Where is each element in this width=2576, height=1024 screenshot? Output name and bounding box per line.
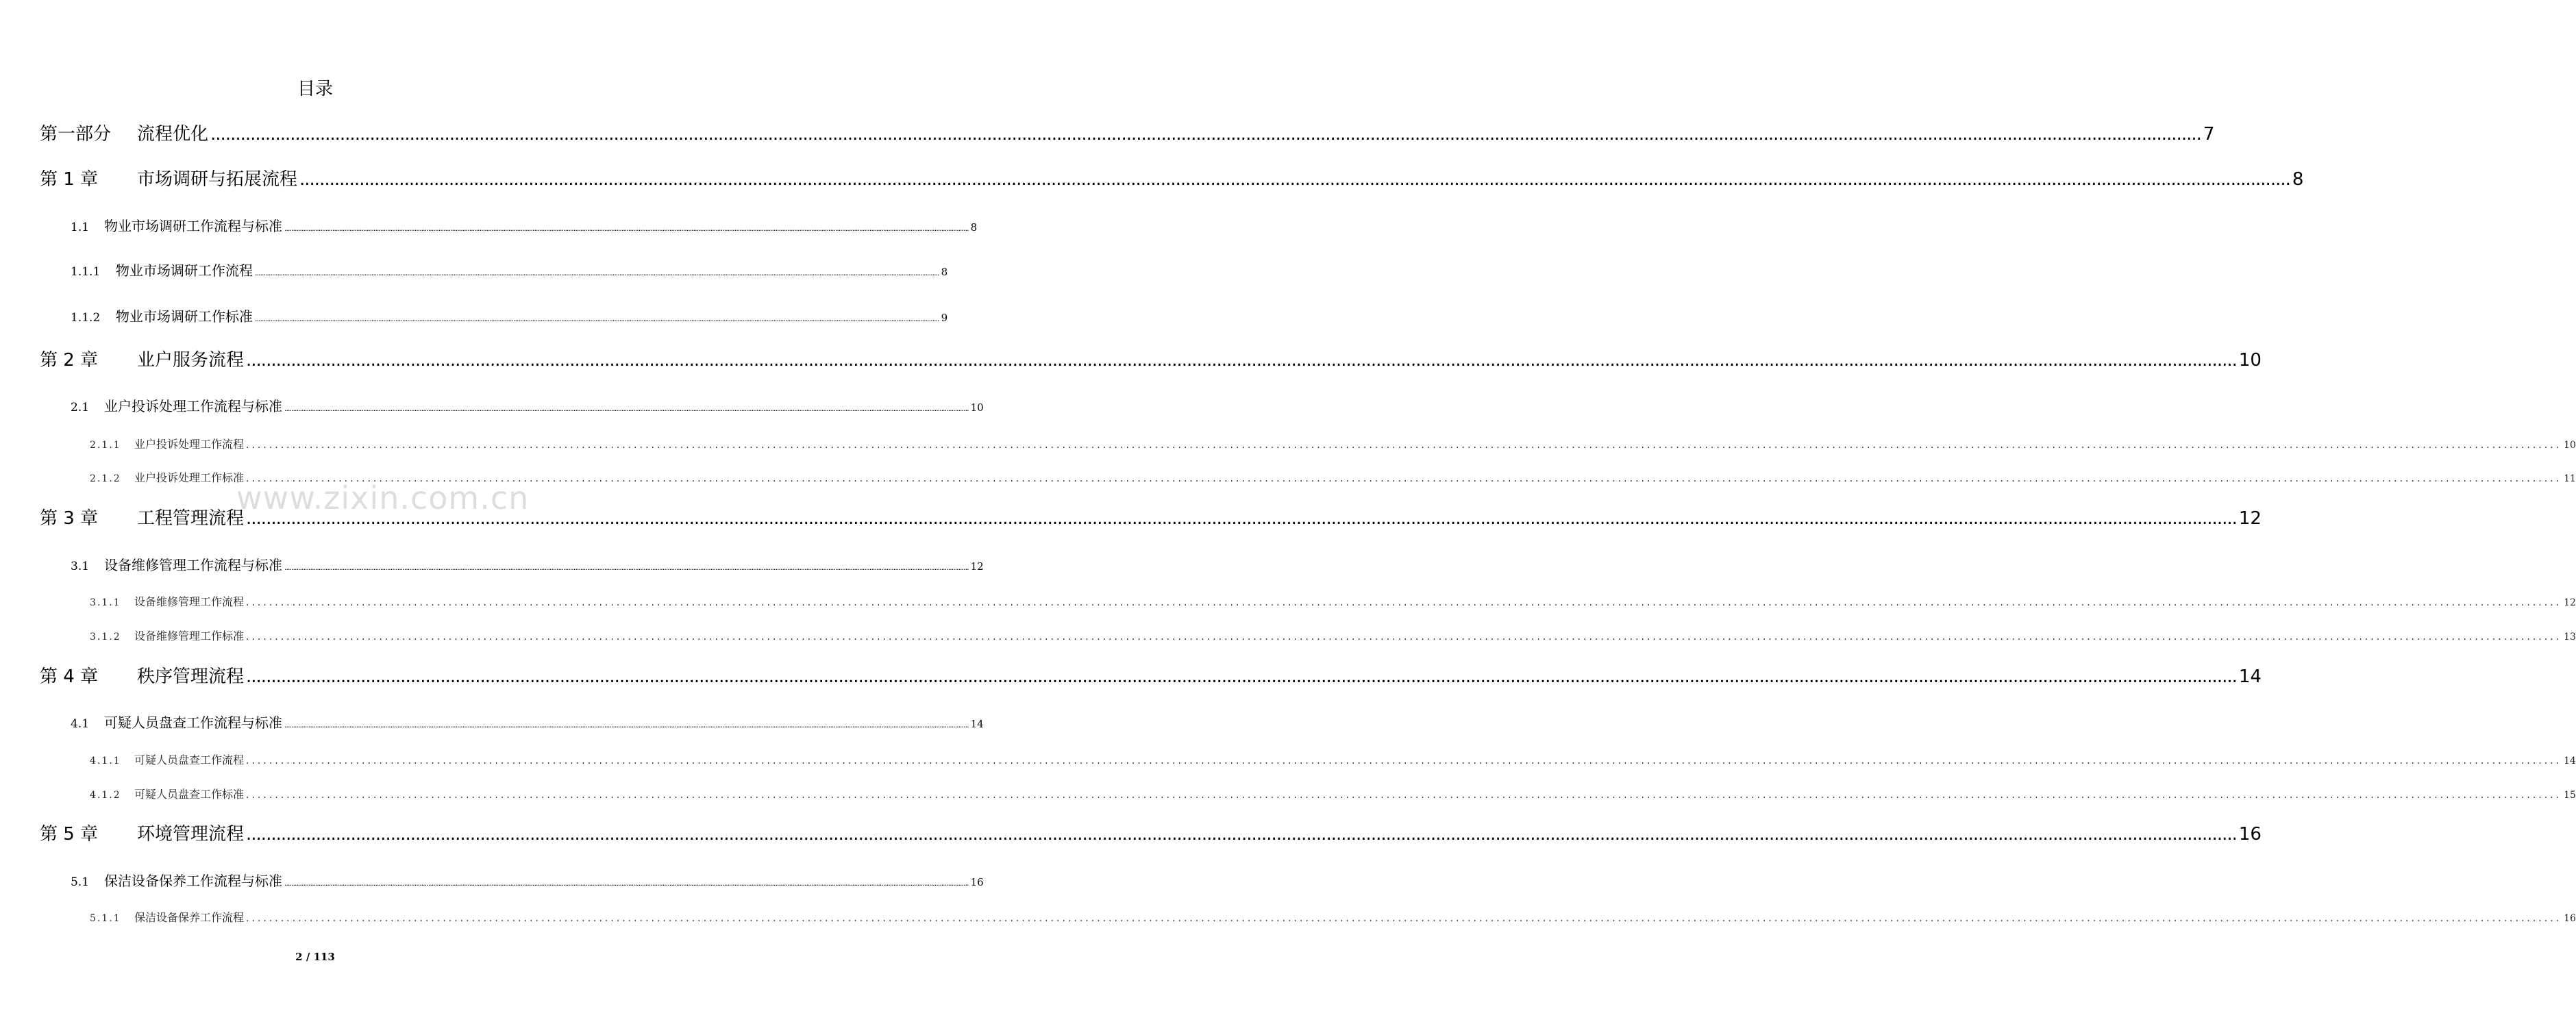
toc-entry-number: 2.1.2 bbox=[90, 473, 121, 484]
toc-entry-section-3-1[interactable] bbox=[71, 555, 984, 575]
toc-entry-number: 第 4 章 bbox=[40, 666, 99, 687]
toc-leader-dots: ................................................................................................................................................................................................................................................................................................................................................................................................................ bbox=[246, 755, 2562, 766]
toc-leader-dots: ................................................................................................................................................................................................................................................................................................................................................................................................................ bbox=[255, 269, 939, 277]
toc-leader-dots: ................................................................................................................................................................................................................................................................................................................................................................................................................ bbox=[246, 440, 2562, 451]
toc-entry-chapter-5[interactable] bbox=[40, 821, 2262, 848]
toc-entry-title: 设备维修管理工作标准 bbox=[134, 629, 245, 642]
toc-entry-number: 3.1 bbox=[71, 560, 90, 573]
toc-entry-title: 保洁设备保养工作流程 bbox=[134, 911, 245, 924]
toc-entry-subsection-4-1-1[interactable] bbox=[90, 751, 2576, 769]
toc-leader-dots: ................................................................................................................................................................................................................................................................................................................................................................................................................ bbox=[246, 824, 2237, 845]
toc-leader-dots: ................................................................................................................................................................................................................................................................................................................................................................................................................ bbox=[246, 473, 2562, 484]
watermark: www.zixin.com.cn bbox=[236, 479, 530, 516]
toc-entry-subsection-1-1-2[interactable] bbox=[71, 306, 948, 327]
toc-leader-dots: ................................................................................................................................................................................................................................................................................................................................................................................................................ bbox=[299, 169, 2290, 190]
toc-entry-page: 8 bbox=[2292, 169, 2304, 190]
toc-entry-page: 15 bbox=[2564, 790, 2576, 801]
toc-leader-dots: ................................................................................................................................................................................................................................................................................................................................................................................................................ bbox=[246, 632, 2562, 642]
toc-entry-title: 环境管理流程 bbox=[137, 824, 245, 845]
toc-entry-number: 4.1 bbox=[71, 717, 90, 731]
toc-entry-page: 7 bbox=[2203, 124, 2215, 145]
toc-entry-number: 4.1.2 bbox=[90, 790, 121, 801]
toc-entry-subsection-3-1-1[interactable] bbox=[90, 593, 2576, 611]
toc-entry-number: 3.1.2 bbox=[90, 632, 121, 642]
toc-entry-title: 物业市场调研工作流程 bbox=[116, 262, 253, 279]
toc-entry-page: 12 bbox=[970, 560, 984, 573]
toc-entry-chapter-1[interactable] bbox=[40, 166, 2304, 193]
toc-entry-number: 1.1.2 bbox=[71, 311, 101, 325]
toc-entry-number: 第 2 章 bbox=[40, 350, 99, 371]
toc-leader-dots: ................................................................................................................................................................................................................................................................................................................................................................................................................ bbox=[284, 721, 969, 729]
toc-entry-page: 14 bbox=[2564, 755, 2576, 766]
toc-entry-page: 10 bbox=[970, 401, 984, 414]
toc-entry-page: 14 bbox=[2238, 666, 2262, 687]
toc-leader-dots: ................................................................................................................................................................................................................................................................................................................................................................................................................ bbox=[246, 790, 2562, 801]
toc-entry-title: 设备维修管理工作流程与标准 bbox=[104, 557, 282, 573]
toc-entry-page: 16 bbox=[2238, 824, 2262, 845]
toc-entry-page: 10 bbox=[2238, 350, 2262, 371]
toc-entry-title: 物业市场调研工作标准 bbox=[116, 308, 253, 325]
toc-entry-title: 业户服务流程 bbox=[137, 350, 245, 371]
toc-entry-page: 13 bbox=[2564, 632, 2576, 642]
toc-entry-section-1-1[interactable] bbox=[71, 216, 978, 236]
toc-leader-dots: ................................................................................................................................................................................................................................................................................................................................................................................................................ bbox=[284, 404, 969, 413]
toc-entry-number: 1.1 bbox=[71, 221, 90, 234]
toc-entry-page: 8 bbox=[941, 266, 948, 278]
toc-entry-title: 可疑人员盘查工作标准 bbox=[134, 788, 245, 801]
toc-leader-dots: ................................................................................................................................................................................................................................................................................................................................................................................................................ bbox=[246, 597, 2562, 608]
toc-entry-page: 10 bbox=[2564, 440, 2576, 451]
toc-leader-dots: ................................................................................................................................................................................................................................................................................................................................................................................................................ bbox=[284, 563, 969, 572]
toc-entry-page: 12 bbox=[2564, 597, 2576, 608]
toc-entry-number: 5.1.1 bbox=[90, 913, 121, 924]
toc-entry-title: 工程管理流程 bbox=[137, 508, 245, 529]
toc-entry-page: 16 bbox=[970, 876, 984, 888]
toc-entry-section-5-1[interactable] bbox=[71, 871, 984, 891]
page-number-footer: 2 / 113 bbox=[295, 951, 335, 963]
toc-entry-page: 14 bbox=[970, 718, 984, 730]
toc-entry-number: 第 3 章 bbox=[40, 508, 99, 529]
toc-entry-number: 3.1.1 bbox=[90, 597, 121, 608]
toc-leader-dots: ................................................................................................................................................................................................................................................................................................................................................................................................................ bbox=[255, 314, 939, 323]
toc-leader-dots: ................................................................................................................................................................................................................................................................................................................................................................................................................ bbox=[246, 350, 2237, 371]
toc-entry-section-2-1[interactable] bbox=[71, 396, 984, 416]
toc-entry-title: 秩序管理流程 bbox=[137, 666, 245, 687]
toc-entry-title: 物业市场调研工作流程与标准 bbox=[104, 218, 282, 234]
toc-entry-page: 9 bbox=[941, 312, 948, 324]
toc-entry-number: 2.1.1 bbox=[90, 440, 121, 451]
toc-entry-title: 业户投诉处理工作标准 bbox=[134, 471, 245, 484]
toc-entry-number: 第一部分 bbox=[40, 124, 112, 145]
toc-entry-page: 16 bbox=[2564, 913, 2576, 924]
toc-entry-page: 12 bbox=[2238, 508, 2262, 529]
toc-entry-number: 5.1 bbox=[71, 875, 90, 889]
toc-entry-chapter-2[interactable] bbox=[40, 347, 2262, 374]
toc-entry-number: 第 1 章 bbox=[40, 169, 99, 190]
page-title: 目录 bbox=[297, 79, 333, 99]
toc-leader-dots: ................................................................................................................................................................................................................................................................................................................................................................................................................ bbox=[210, 124, 2201, 145]
toc-entry-part-1[interactable] bbox=[40, 121, 2215, 148]
toc-entry-title: 市场调研与拓展流程 bbox=[137, 169, 298, 190]
toc-entry-title: 业户投诉处理工作流程与标准 bbox=[104, 398, 282, 414]
toc-entry-number: 1.1.1 bbox=[71, 265, 101, 279]
toc-entry-number: 2.1 bbox=[71, 401, 90, 414]
toc-entry-subsection-4-1-2[interactable] bbox=[90, 786, 2576, 803]
toc-entry-subsection-1-1-1[interactable] bbox=[71, 260, 948, 281]
toc-leader-dots: ................................................................................................................................................................................................................................................................................................................................................................................................................ bbox=[246, 913, 2562, 924]
toc-entry-page: 11 bbox=[2564, 473, 2576, 484]
toc-leader-dots: ................................................................................................................................................................................................................................................................................................................................................................................................................ bbox=[284, 879, 969, 888]
toc-entry-title: 设备维修管理工作流程 bbox=[134, 595, 245, 608]
toc-entry-number: 第 5 章 bbox=[40, 824, 99, 845]
toc-entry-subsection-2-1-1[interactable] bbox=[90, 436, 2576, 453]
toc-entry-section-4-1[interactable] bbox=[71, 712, 984, 733]
toc-leader-dots: ................................................................................................................................................................................................................................................................................................................................................................................................................ bbox=[246, 508, 2237, 529]
toc-entry-title: 流程优化 bbox=[137, 124, 209, 145]
toc-entry-subsection-3-1-2[interactable] bbox=[90, 627, 2576, 645]
toc-entry-number: 4.1.1 bbox=[90, 755, 121, 766]
toc-entry-title: 可疑人员盘查工作流程与标准 bbox=[104, 714, 282, 731]
toc-entry-title: 业户投诉处理工作流程 bbox=[134, 438, 245, 451]
toc-entry-chapter-4[interactable] bbox=[40, 663, 2262, 690]
toc-leader-dots: ................................................................................................................................................................................................................................................................................................................................................................................................................ bbox=[284, 224, 969, 233]
toc-entry-title: 可疑人员盘查工作流程 bbox=[134, 753, 245, 766]
toc-entry-title: 保洁设备保养工作流程与标准 bbox=[104, 873, 282, 889]
toc-entry-page: 8 bbox=[970, 221, 978, 234]
toc-entry-subsection-5-1-1[interactable] bbox=[90, 909, 2576, 927]
toc-leader-dots: ................................................................................................................................................................................................................................................................................................................................................................................................................ bbox=[246, 666, 2237, 687]
